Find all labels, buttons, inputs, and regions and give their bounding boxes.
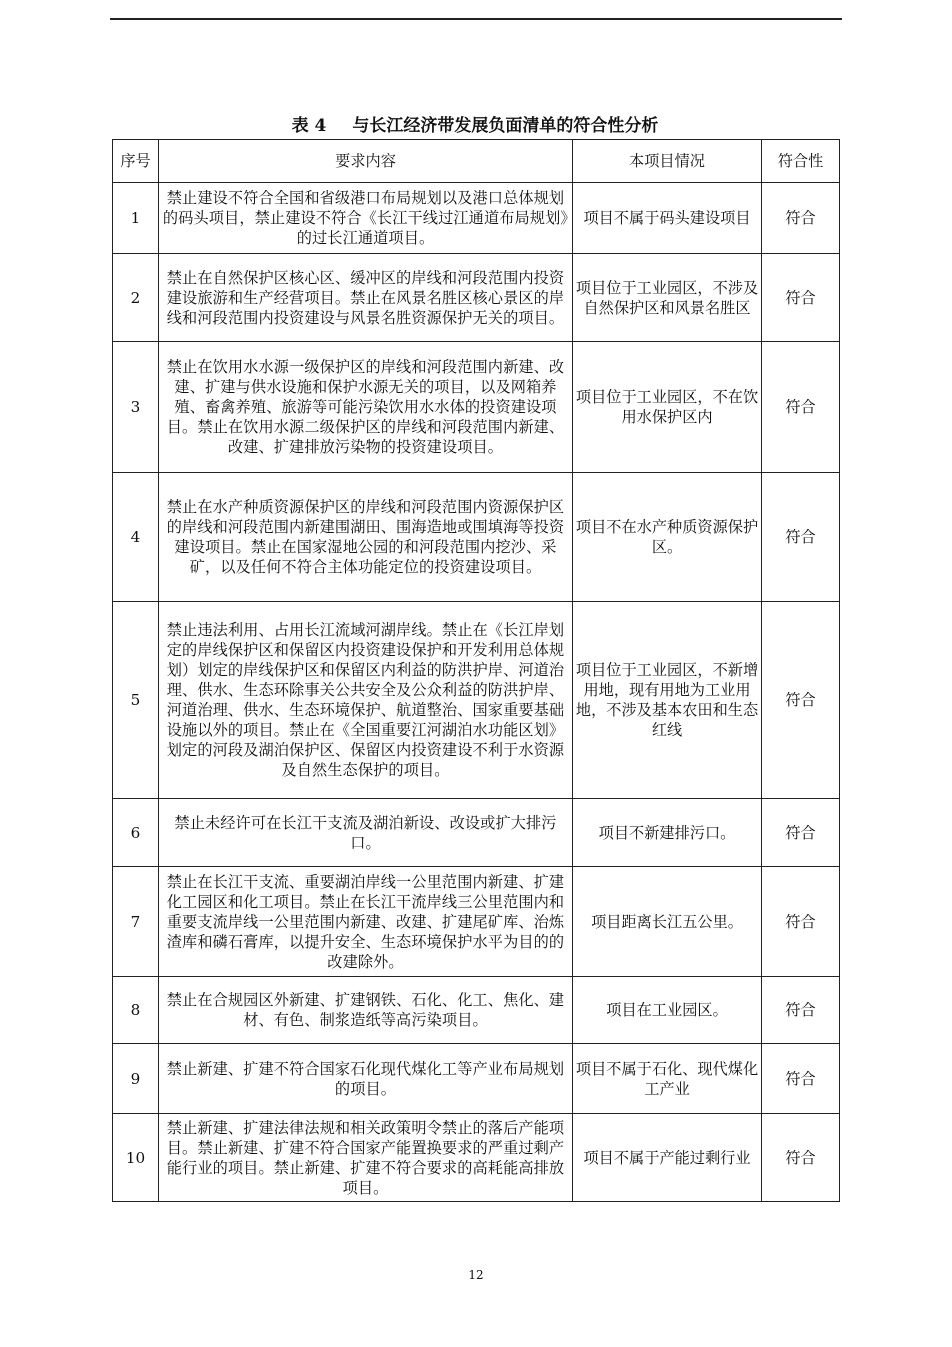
status-cell: 项目不新建排污口。 [573,799,762,867]
result-cell: 符合 [762,1114,840,1202]
table-row [113,867,840,977]
row-number: 9 [113,1044,159,1114]
table-row [113,977,840,1044]
table-row [113,183,840,254]
table-title [112,115,838,137]
row-number: 5 [113,602,159,799]
result-cell: 符合 [762,342,840,473]
status-cell: 项目位于工业园区，不新增用地，现有用地为工业用地，不涉及基本农田和生态红线 [573,602,762,799]
requirement-cell: 禁止在长江干支流、重要湖泊岸线一公里范围内新建、扩建化工园区和化工项目。禁止在长江干流岸线三公里范围内和重要支流岸线一公里范围内新建、改建、扩建尾矿库、治炼渣库和磷石膏库，以提升安全、生态环境保护水平为目的的改建除外。 [159,867,573,977]
status-cell: 项目位于工业园区，不在饮用水保护区内 [573,342,762,473]
status-cell: 项目不属于产能过剩行业 [573,1114,762,1202]
column-header-no: 序号 [113,140,159,183]
row-number: 4 [113,473,159,602]
column-header-requirement: 要求内容 [159,140,573,183]
table-row [113,254,840,342]
row-number: 2 [113,254,159,342]
compliance-table [112,139,840,1202]
status-cell: 项目位于工业园区，不涉及自然保护区和风景名胜区 [573,254,762,342]
table-row [113,342,840,473]
result-cell: 符合 [762,183,840,254]
row-number: 7 [113,867,159,977]
requirement-cell: 禁止在自然保护区核心区、缓冲区的岸线和河段范围内投资建设旅游和生产经营项目。禁止在风景名胜区核心景区的岸线和河段范围内投资建设与风景名胜资源保护无关的项目。 [159,254,573,342]
row-number: 3 [113,342,159,473]
status-cell: 项目在工业园区。 [573,977,762,1044]
row-number: 6 [113,799,159,867]
header-rule [110,18,842,20]
result-cell: 符合 [762,602,840,799]
status-cell: 项目不属于码头建设项目 [573,183,762,254]
requirement-cell: 禁止建设不符合全国和省级港口布局规划以及港口总体规划的码头项目，禁止建设不符合《长江干线过江通道布局规划》的过长江通道项目。 [159,183,573,254]
result-cell: 符合 [762,799,840,867]
table-row [113,1114,840,1202]
page-number: 12 [468,1268,484,1282]
table-row [113,799,840,867]
result-cell: 符合 [762,977,840,1044]
result-cell: 符合 [762,1044,840,1114]
status-cell: 项目不属于石化、现代煤化工产业 [573,1044,762,1114]
table-header-row [113,140,840,183]
row-number: 1 [113,183,159,254]
row-number: 10 [113,1114,159,1202]
requirement-cell: 禁止在合规园区外新建、扩建钢铁、石化、化工、焦化、建材、有色、制浆造纸等高污染项目。 [159,977,573,1044]
requirement-cell: 禁止新建、扩建法律法规和相关政策明令禁止的落后产能项目。禁止新建、扩建不符合国家产能置换要求的严重过剩产能行业的项目。禁止新建、扩建不符合要求的高耗能高排放项目。 [159,1114,573,1202]
requirement-cell: 禁止新建、扩建不符合国家石化现代煤化工等产业布局规划的项目。 [159,1044,573,1114]
column-header-status: 本项目情况 [573,140,762,183]
requirement-cell: 禁止在饮用水水源一级保护区的岸线和河段范围内新建、改建、扩建与供水设施和保护水源无关的项目，以及网箱养殖、畜禽养殖、旅游等可能污染饮用水水体的投资建设项目。禁止在饮用水源二级保护区的岸线和河段范围内新建、改建、扩建排放污染物的投资建设项目。 [159,342,573,473]
table-number: 表 4 [291,116,327,136]
table-row [113,473,840,602]
requirement-cell: 禁止在水产种质资源保护区的岸线和河段范围内资源保护区的岸线和河段范围内新建围湖田、围海造地或围填海等投资建设项目。禁止在国家湿地公园的和河段范围内挖沙、采矿，以及任何不符合主体功能定位的投资建设项目。 [159,473,573,602]
result-cell: 符合 [762,254,840,342]
column-header-result: 符合性 [762,140,840,183]
table-title-text: 与长江经济带发展负面清单的符合性分析 [352,116,659,136]
status-cell: 项目不在水产种质资源保护区。 [573,473,762,602]
requirement-cell: 禁止违法利用、占用长江流域河湖岸线。禁止在《长江岸划定的岸线保护区和保留区内投资建设保护和开发利用总体规划）划定的岸线保护区和保留区内利益的防洪护岸、河道治理、供水、生态环除事关公共安全及公众利益的防洪护岸、河道治理、供水、生态环境保护、航道整治、国家重要基础设施以外的项目。禁止在《全国重要江河湖泊水功能区划》划定的河段及湖泊保护区、保留区内投资建设不利于水资源及自然生态保护的项目。 [159,602,573,799]
table-row [113,602,840,799]
row-number: 8 [113,977,159,1044]
result-cell: 符合 [762,867,840,977]
table-row [113,1044,840,1114]
status-cell: 项目距离长江五公里。 [573,867,762,977]
requirement-cell: 禁止未经许可在长江干支流及湖泊新设、改设或扩大排污口。 [159,799,573,867]
result-cell: 符合 [762,473,840,602]
